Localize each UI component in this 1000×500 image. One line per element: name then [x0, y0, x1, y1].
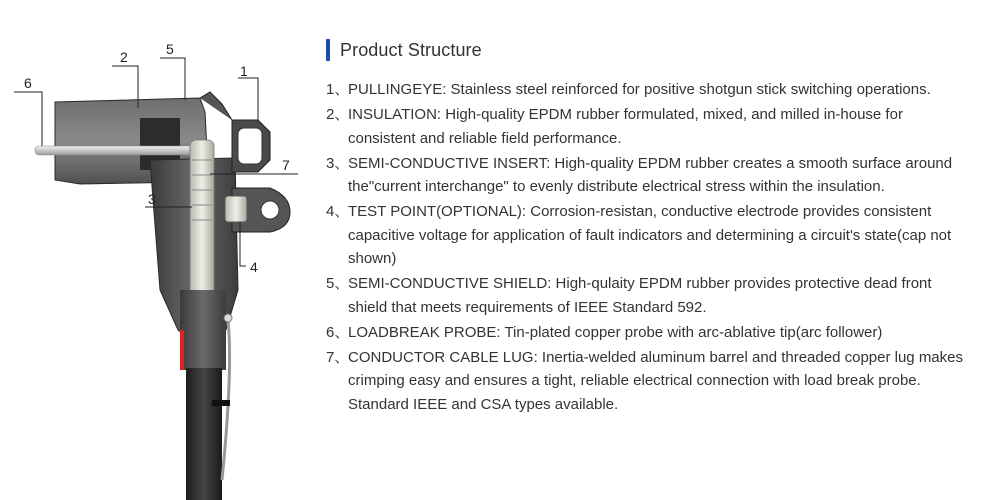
list-item	[326, 200, 966, 271]
item-number: 5、	[326, 275, 350, 292]
item-number: 6、	[326, 323, 350, 341]
test-point-ring-hole	[261, 201, 279, 219]
product-structure-list	[326, 78, 966, 418]
shield-red-band	[180, 330, 184, 370]
test-point-electrode	[225, 196, 247, 222]
section-header	[326, 38, 482, 62]
page-title: Product Structure	[340, 39, 482, 60]
item-text: TEST POINT(OPTIONAL): Corrosion-resistan, conductive electrode provides consistent capacitive voltage for application of fault indicators and determining a circuit's state(cap not shown)	[348, 203, 952, 267]
ground-strap-clip	[224, 314, 232, 322]
callout-3: 3	[148, 191, 156, 207]
list-item	[326, 152, 966, 199]
item-text: SEMI-CONDUCTIVE INSERT: High-quality EPDM rubber creates a smooth surface around the"current interchange" to evenly distribute electrical stress within the insulation.	[348, 154, 953, 195]
item-number: 2、	[326, 106, 350, 123]
semi-conductive-shield	[180, 290, 226, 370]
elbow-connector-diagram	[0, 0, 320, 500]
item-text: CONDUCTOR CABLE LUG: Inertia-welded aluminum barrel and threaded copper lug makes crimping easy and ensures a tight, reliable electrical connection with load break probe. Standard IEEE and CSA types available.	[348, 348, 963, 413]
leader-1	[238, 78, 258, 120]
leader-5	[160, 58, 185, 100]
pulling-eye-hole	[238, 128, 262, 164]
list-item	[326, 103, 966, 150]
ground-strap-band	[212, 400, 230, 406]
title-accent-bar	[326, 39, 330, 61]
callout-1: 1	[240, 63, 248, 79]
list-item	[326, 78, 966, 102]
list-item	[326, 321, 966, 345]
item-number: 3、	[326, 154, 350, 172]
list-item	[326, 346, 966, 417]
item-number: 7、	[326, 348, 350, 366]
leader-6	[14, 92, 42, 146]
callout-2: 2	[120, 49, 128, 65]
callout-4: 4	[250, 259, 258, 275]
item-number: 1、	[326, 81, 350, 98]
callout-5: 5	[166, 41, 174, 57]
item-text: PULLINGEYE: Stainless steel reinforced for positive shotgun stick switching operations.	[348, 81, 931, 98]
item-text: SEMI-CONDUCTIVE SHIELD: High-qulaity EPDM rubber provides protective dead front shield that meets requirements of IEEE Standard 592.	[348, 275, 932, 316]
item-text: INSULATION: High-quality EPDM rubber formulated, mixed, and milled in-house for consistent and reliable field performance.	[348, 106, 903, 147]
cable	[186, 368, 222, 500]
loadbreak-probe	[35, 146, 195, 155]
callout-6: 6	[24, 75, 32, 91]
list-item	[326, 272, 966, 319]
item-text: LOADBREAK PROBE: Tin-plated copper probe with arc-ablative tip(arc follower)	[348, 323, 883, 341]
item-number: 4、	[326, 203, 350, 220]
callout-7: 7	[282, 157, 290, 173]
